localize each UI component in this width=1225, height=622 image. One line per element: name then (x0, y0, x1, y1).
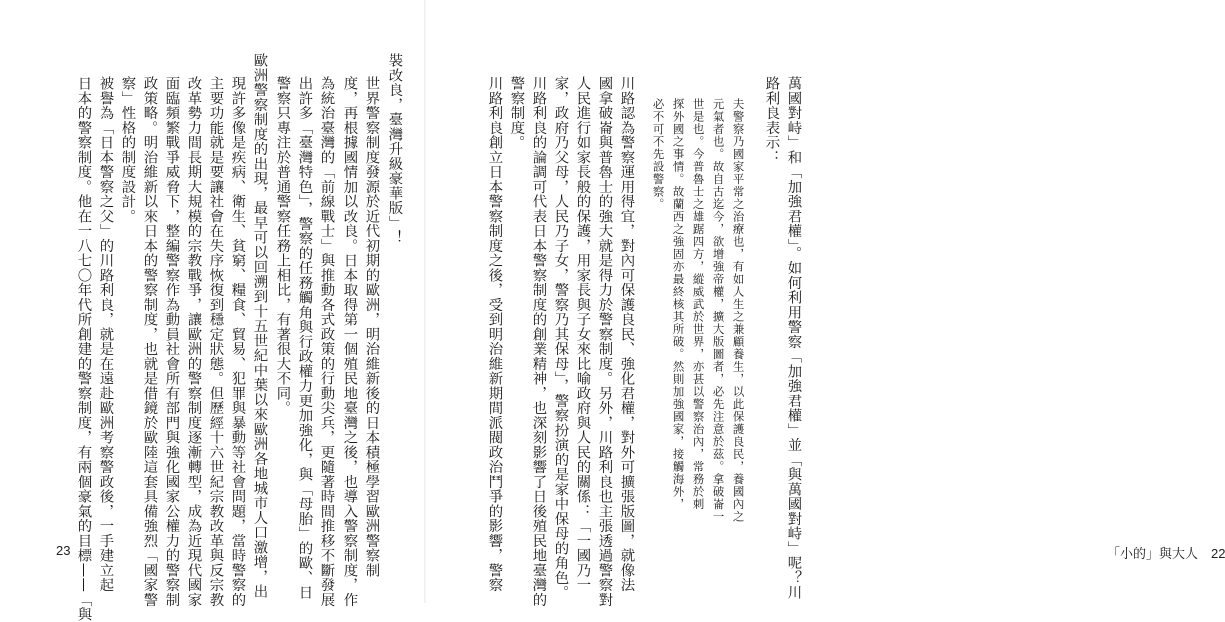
text-column: 日本的警察制度。他在一八七〇年代所創建的警察制度，有兩個豪氣的目標——「與 (75, 76, 92, 622)
block-quote-line: 夫警察乃國家平常之治療也，有如人生之兼顧養生，以此保護良民，養國內之 (731, 98, 746, 523)
text-column: 現許多像是疾病、衛生、貧窮、糧食、貿易、犯罪與暴動等社會問題，當時警察的 (229, 76, 246, 607)
text-column: 家，政府乃父母，人民乃子女，警察乃其保母」，警察扮演的是家中保母的角色。 (552, 76, 569, 600)
text-column: 察」性格的制度設計。 (119, 76, 136, 224)
page-number: 「小的」與大人 22 (1107, 546, 1225, 561)
left-page (0, 0, 425, 622)
text-column: 警察只專注於普通警察任務上相比，有著很大不同。 (274, 76, 291, 416)
text-column: 面臨頻繁戰爭威脅下，整編警察作為動員社會所有部門與強化國家公權力的警察制 (163, 76, 180, 607)
text-column: 萬國對峙」和「加強君權」。如何利用警察「加強君權」並「與萬國對峙」呢？川 (785, 76, 802, 600)
text-column: 川路認為警察運用得宜，對內可保護良民、強化君權，對外可擴張版圖，就像法 (618, 76, 635, 593)
block-quote-line: 必不可不先設警察。 (651, 98, 666, 211)
text-column: 被譽為「日本警察之父」的川路利良，就是在遠赴歐洲考察警政後，一手建立起 (97, 76, 114, 593)
text-column: 人民進行如家長般的保護，用家長與子女來比喻政府與人民的關係：「一國乃一 (574, 76, 591, 593)
text-column: 歐洲警察制度的出現，最早可以回溯到十五世紀中葉以來歐洲各地城市人口激增，出 (251, 53, 268, 599)
text-column: 世界警察制度發源於近代初期的歐洲，明治維新後的日本積極學習歐洲警察制 (363, 76, 380, 578)
text-column: 路利良表示： (763, 76, 780, 165)
text-column: 裝改良，臺灣升級豪華版」！ (386, 53, 403, 245)
text-column: 主要功能就是要讓社會在失序恢復到穩定狀態。但歷經十六世紀宗教改革與反宗教 (207, 76, 224, 607)
text-column: 度，再根據國情加以改良。日本取得第一個殖民地臺灣之後，也導入警察制度，作 (341, 76, 358, 607)
text-column: 出許多「臺灣特色」，警察的任務觸角與行政權力更加強化，與「母胎」的歐、日 (296, 76, 313, 600)
text-column: 政策略。明治維新以來日本的警察制度，也就是借鏡於歐陸這套具備強烈「國家警 (141, 76, 158, 607)
text-column: 警察制度。 (508, 76, 525, 150)
right-page (425, 0, 1225, 607)
text-column: 為統治臺灣的「前線戰士」與推動各式政策的行動尖兵，更隨著時間推移不斷發展 (318, 76, 335, 607)
text-column: 國拿破崙與普魯士的強大就是得力於警察制度。另外，川路利良也主張透過警察對 (596, 76, 613, 607)
text-column: 改革勢力間長期大規模的宗教戰爭，讓歐洲的警察制度逐漸轉型，成為近現代國家 (185, 76, 202, 607)
text-column: 川路利良的論調可代表日本警察制度的創業精神，也深刻影響了日後殖民地臺灣的 (530, 76, 547, 607)
block-quote-line: 世是也。今普魯士之雄踞四方，縱威武於世界，亦甚以警察治內，常務於刺 (691, 98, 706, 511)
page-number: 23 (56, 543, 71, 558)
block-quote-line: 元氣者也。故自古迄今，欲增強帝權，擴大版圖者，必先注意於茲。拿破崙一 (711, 98, 726, 523)
block-quote-line: 探外國之事情。故蘭西之強固亦最終核其所破。然則加強國家，接觸海外， (671, 98, 686, 511)
text-column: 川路利良創立日本警察制度之後，受到明治維新期間派閥政治鬥爭的影響，警察 (486, 76, 503, 593)
